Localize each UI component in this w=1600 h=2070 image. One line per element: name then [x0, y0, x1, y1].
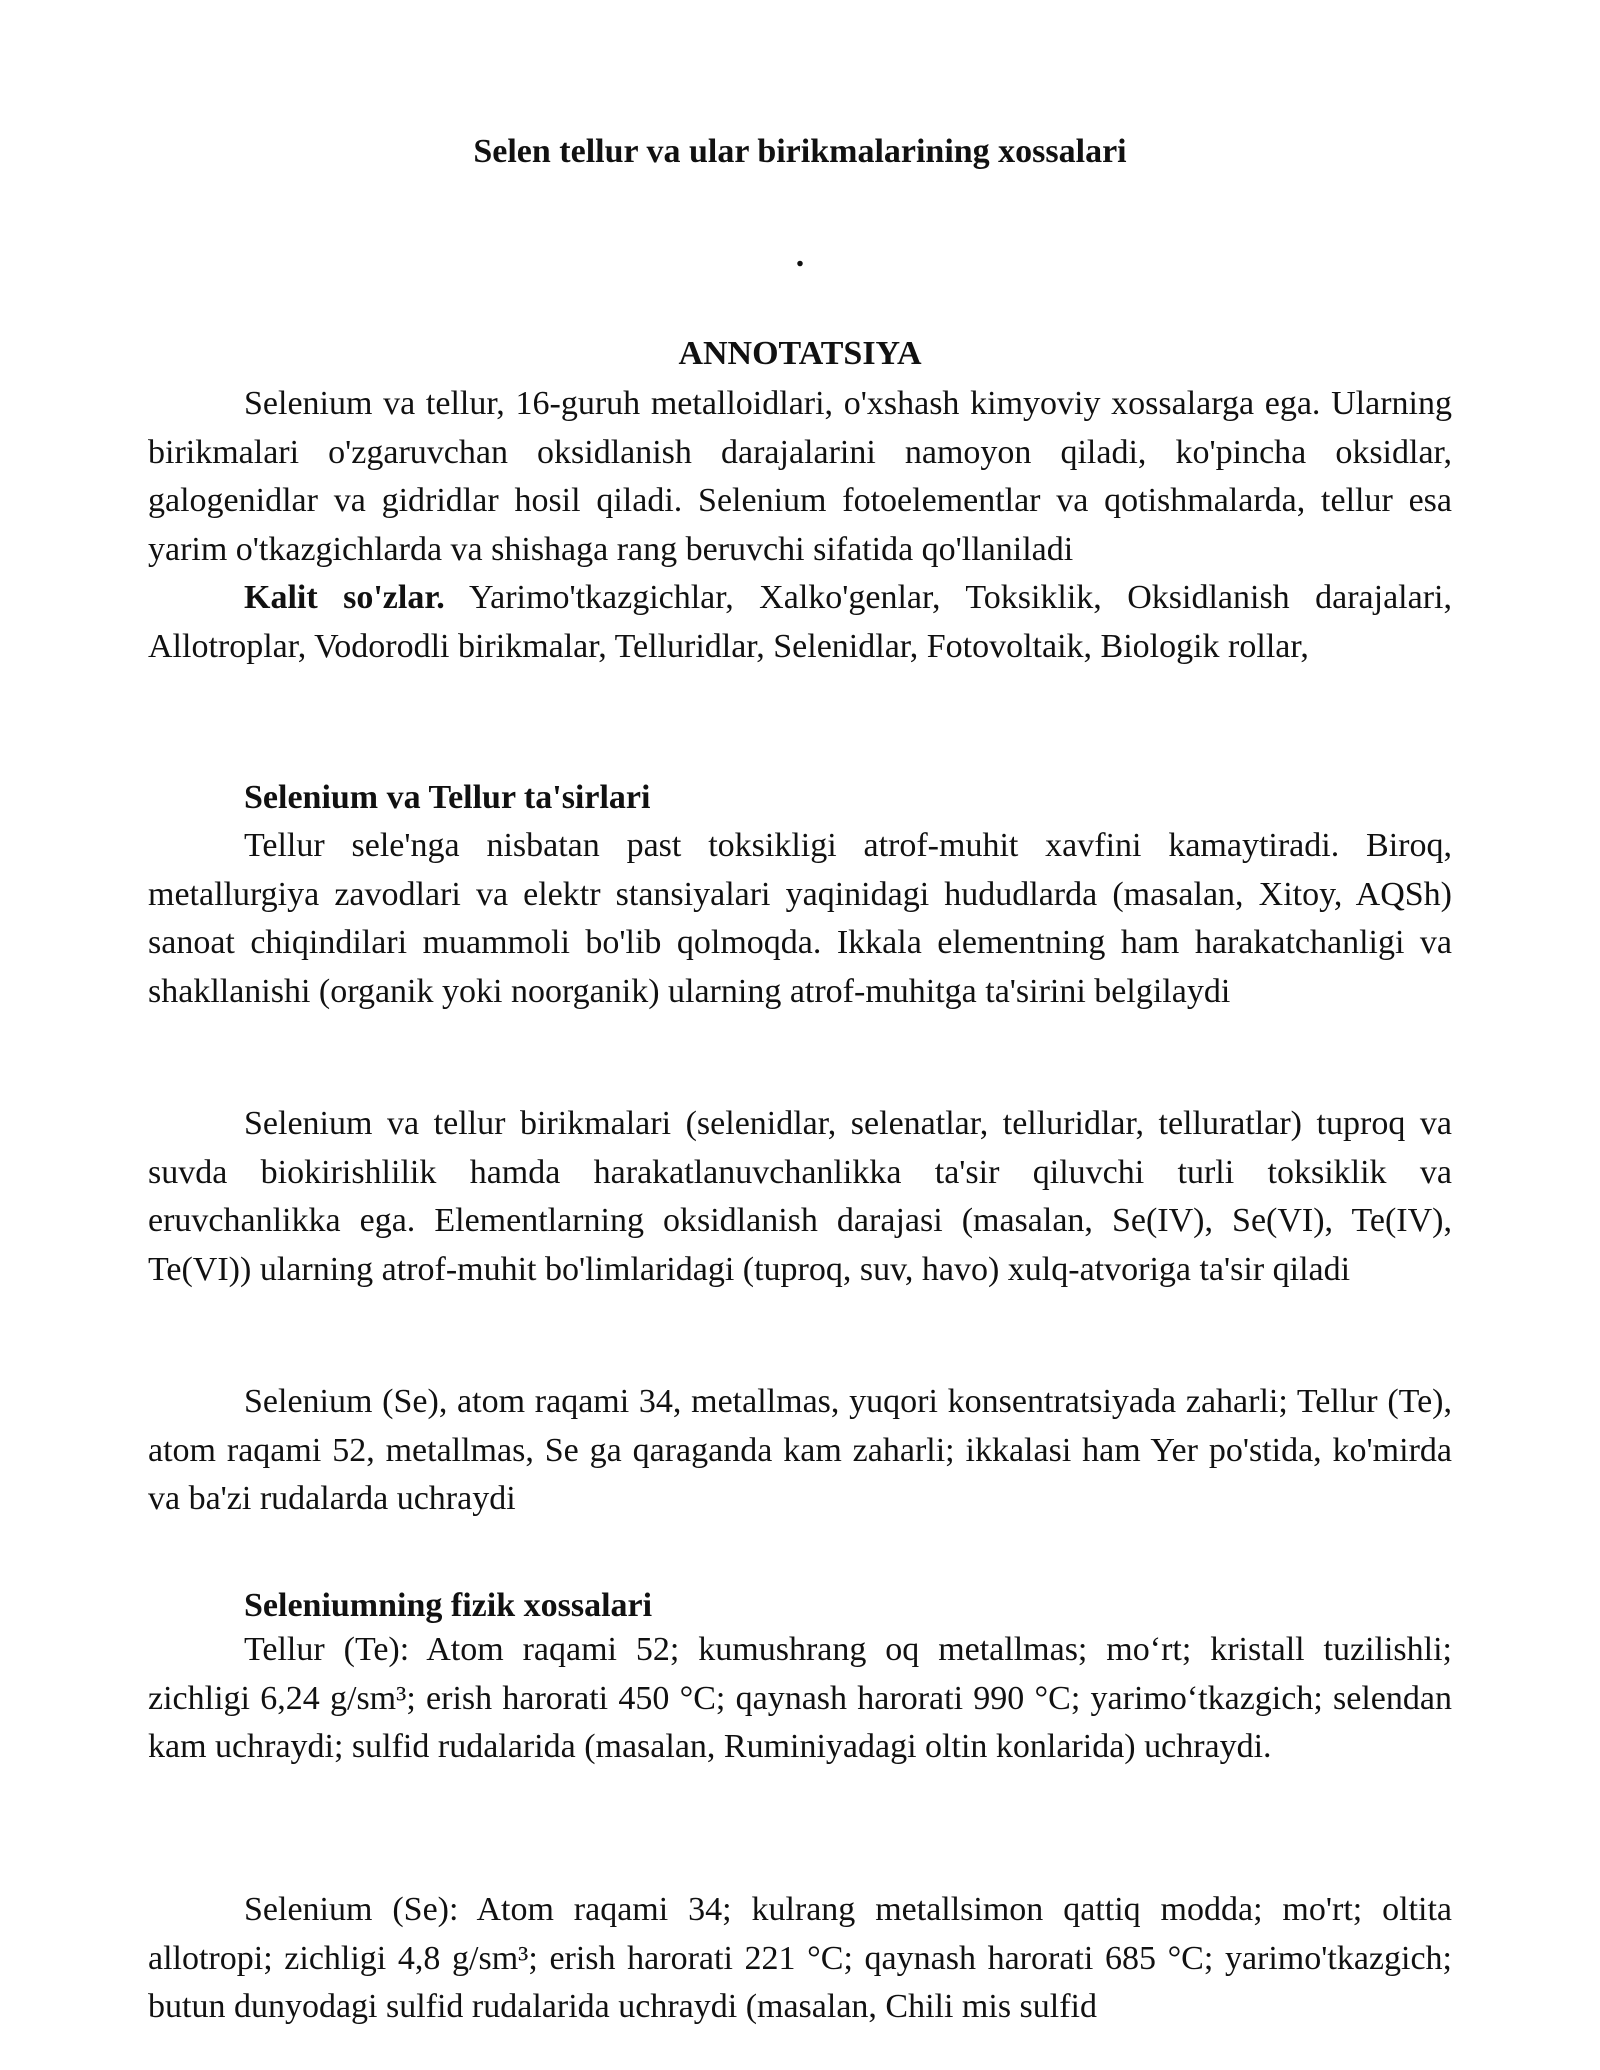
section-heading-physical: Seleniumning fizik xossalari [244, 1587, 653, 1624]
keywords-label: Kalit so'zlar. [244, 579, 445, 616]
paragraph-effects-2: Selenium va tellur birikmalari (selenidlar, selenatlar, telluridlar, telluratlar) tuproq va suvda biokirishlilik hamda harakatlanuvchanlikka ta'sir qiluvchi turli toksiklik va eruvchanlikka ega. Elementlarning oksidlanish darajasi (masalan, Se(IV), Se(VI), Te(IV), Te(VI)) ularning atrof-muhit bo'limlaridagi (tuproq, suv, havo) xulq-atvoriga ta'sir qiladi [148, 1105, 1452, 1288]
paragraph-effects-1: Tellur sele'nga nisbatan past toksikligi atrof-muhit xavfini kamaytiradi. Biroq, metallurgiya zavodlari va elektr stansiyalari yaqinidagi hududlarda (masalan, Xitoy, AQSh) sanoat chiqindilari muammoli bo'lib qolmoqda. Ikkala elementning ham harakatchanligi va shakllanishi (organik yoki noorganik) ularning atrof-muhitga ta'sirini belgilaydi [148, 827, 1452, 1010]
annotation-text: Selenium va tellur, 16-guruh metalloidlari, o'xshash kimyoviy xossalarga ega. Ularning birikmalari o'zgaruvchan oksidlanish darajalarini namoyon qiladi, ko'pincha oksidlar, galogenidlar va gidridlar hosil qiladi. Selenium fotoelementlar va qotishmalarda, tellur esa yarim o'tkazgichlarda va shishaga rang beruvchi sifatida qo'llaniladi [148, 385, 1452, 568]
annotation-heading: ANNOTATSIYA [678, 335, 922, 372]
section-heading-effects: Selenium va Tellur ta'sirlari [244, 779, 651, 816]
document-title: Selen tellur va ular birikmalarining xossalari [473, 133, 1127, 170]
separator-dot: . [795, 237, 805, 274]
paragraph-tellurium: Tellur (Te): Atom raqami 52; kumushrang oq metallmas; mo‘rt; kristall tuzilishli; zichligi 6,24 g/sm³; erish harorati 450 °C; qaynash harorati 990 °C; yarimo‘tkazgich; selendan kam uchraydi; sulfid rudalarida (masalan, Ruminiyadagi oltin konlarida) uchraydi. [148, 1631, 1452, 1766]
paragraph-effects-3: Selenium (Se), atom raqami 34, metallmas, yuqori konsentratsiyada zaharli; Tellur (Te), atom raqami 52, metallmas, Se ga qaraganda kam zaharli; ikkalasi ham Yer po'stida, ko'mirda va ba'zi rudalarda uchraydi [148, 1383, 1452, 1518]
paragraph-selenium: Selenium (Se): Atom raqami 34; kulrang metallsimon qattiq modda; mo'rt; oltita allotropi; zichligi 4,8 g/sm³; erish harorati 221 °C; qaynash harorati 685 °C; yarimo'tkazgich; butun dunyodagi sulfid rudalarida uchraydi (masalan, Chili mis sulfid [148, 1891, 1452, 2026]
keywords-paragraph [148, 574, 1452, 671]
keywords-text: Yarimo'tkazgichlar, Xalko'genlar, Toksiklik, Oksidlanish darajalari, Allotroplar, Vodorodli birikmalar, Telluridlar, Selenidlar, Fotovoltaik, Biologik rollar, [148, 579, 1452, 665]
